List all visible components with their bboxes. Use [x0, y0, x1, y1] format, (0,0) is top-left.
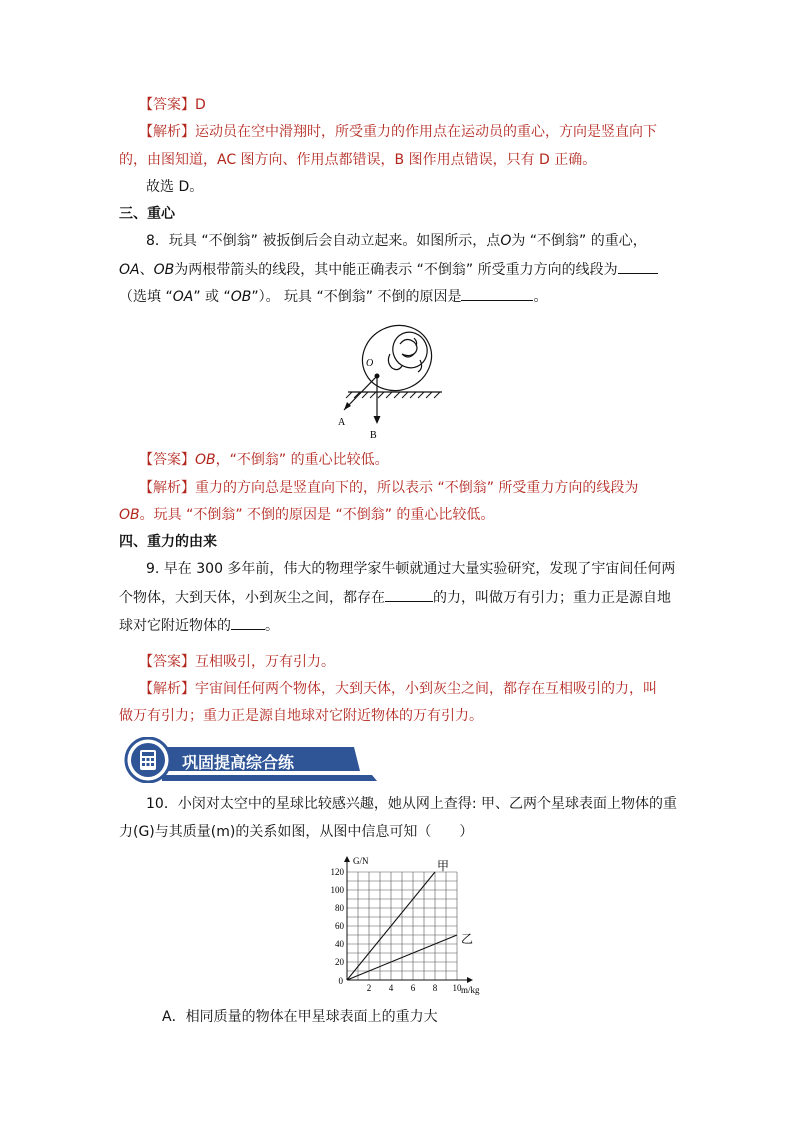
answer-text: D — [195, 97, 206, 113]
answer-blank[interactable] — [231, 615, 265, 630]
x-tick-label: 10 — [452, 983, 462, 993]
segment-oa-label: OA — [119, 262, 140, 278]
q9-answer — [139, 652, 335, 672]
q9-stem-line3 — [119, 615, 279, 636]
q8-stem-line2 — [119, 259, 658, 280]
banner-underline — [162, 775, 377, 781]
origin-label: 0 — [338, 976, 343, 986]
q10-stem-line2: 力(G)与其质量(m)的关系如图，从图中信息可知（ ） — [119, 824, 474, 840]
section-title: 四、重力的由来 — [119, 534, 217, 550]
answer-blank[interactable] — [618, 259, 658, 274]
segment-ob-label: OB — [230, 289, 252, 305]
q8-stem-text: 为 “不倒翁” 的重心， — [511, 233, 647, 249]
y-axis-arrow — [344, 856, 350, 862]
banner-title: 巩固提高综合练 — [182, 753, 295, 772]
x-tick-label: 8 — [432, 983, 438, 993]
q7-analysis-line1 — [139, 122, 657, 142]
x-tick-label: 2 — [366, 983, 372, 993]
answer-blank[interactable] — [461, 286, 533, 301]
q9-stem-text: 的力，叫做万有引力；重力正是源自地 — [433, 590, 671, 606]
answer-tag: 【答案】 — [139, 97, 195, 113]
label-o: O — [366, 358, 374, 369]
calculator-icon — [140, 750, 156, 770]
q8-stem-text: 8．玩具 “不倒翁” 被扳倒后会自动立起来。如图所示，点 — [146, 233, 501, 249]
y-tick-label: 20 — [335, 957, 344, 967]
analysis-text: 运动员在空中滑翔时，所受重力的作用点在运动员的重心，方向是竖直向下 — [195, 124, 657, 140]
option-a[interactable]: A．相同质量的物体在甲星球表面上的重力大 — [162, 1009, 438, 1025]
label-b: B — [370, 430, 377, 441]
separator: 、 — [139, 262, 154, 278]
q9-stem-end: 。 — [265, 618, 279, 634]
series-label: 乙 — [461, 932, 474, 946]
q7-answer — [139, 95, 206, 115]
y-tick-label: 120 — [330, 867, 344, 877]
q8-stem-end: 。 — [533, 289, 548, 305]
q9-stem-text: 个物体，大到天体，小到灰尘之间，都存在 — [119, 590, 385, 606]
q9-analysis-line2: 做万有引力；重力正是源自地球对它附近物体的万有引力。 — [119, 708, 483, 724]
q8-stem-text: ” 或 “ — [193, 289, 231, 305]
q8-stem-line1 — [146, 231, 647, 251]
q8-stem-text: 为两根带箭头的线段，其中能正确表示 “不倒翁” 所受重力方向的线段为 — [174, 262, 618, 278]
answer-tag: 【答案】 — [139, 654, 195, 670]
q9-stem-line1: 9. 早在 300 多年前，伟大的物理学家牛顿就通过大量实验研究，发现了宇宙间任何两 — [146, 561, 676, 577]
y-tick-label: 60 — [335, 921, 344, 931]
q8-stem-text: ”）。 玩具 “不倒翁” 不倒的原因是 — [251, 289, 462, 305]
analysis-ob: OB — [119, 507, 140, 523]
x-tick-label: 4 — [388, 983, 394, 993]
q8-analysis-line2 — [119, 505, 494, 525]
analysis-tag: 【解析】 — [139, 681, 195, 697]
answer-text: 互相吸引，万有引力。 — [195, 654, 335, 670]
point-o-label: O — [500, 233, 512, 249]
y-tick-label: 40 — [335, 939, 344, 949]
answer-tag: 【答案】 — [139, 452, 195, 468]
arrow-ob-head — [374, 416, 381, 424]
answer-text: ，“不倒翁” 的重心比较低。 — [215, 452, 389, 468]
q7-conclusion: 故选 D。 — [146, 179, 204, 195]
section-title: 三、重心 — [119, 206, 175, 222]
analysis-text: 重力的方向总是竖直向下的，所以表示 “不倒翁” 所受重力方向的线段为 — [195, 480, 639, 496]
x-tick-label: 6 — [410, 983, 416, 993]
analysis-tag: 【解析】 — [139, 480, 195, 496]
q9-stem-line2 — [119, 587, 671, 608]
q8-stem-line3 — [119, 286, 547, 307]
answer-ob: OB — [195, 452, 216, 468]
q7-analysis-line2: 的，由图知道，AC 图方向、作用点都错误，B 图作用点错误，只有 D 正确。 — [119, 152, 597, 168]
answer-blank[interactable] — [385, 587, 433, 602]
analysis-text: 。玩具 “不倒翁” 不倒的原因是 “不倒翁” 的重心比较低。 — [139, 507, 495, 523]
q10-stem-line1: 10．小闵对太空中的星球比较感兴趣，她从网上查得: 甲、乙两个星球表面上物体的重 — [146, 796, 677, 812]
x-axis-label: m/kg — [461, 985, 480, 995]
series-label: 甲 — [437, 859, 450, 873]
x-axis-arrow — [467, 977, 473, 983]
analysis-tag: 【解析】 — [139, 124, 195, 140]
gravity-mass-chart — [325, 852, 500, 1000]
q8-answer — [139, 450, 389, 470]
y-tick-label: 80 — [335, 903, 344, 913]
q8-stem-text: （选填 “ — [119, 289, 173, 305]
analysis-text: 宇宙间任何两个物体，大到天体，小到灰尘之间，都存在互相吸引的力，叫 — [195, 681, 657, 697]
y-axis-label: G/N — [353, 856, 369, 866]
segment-ob-label: OB — [153, 262, 175, 278]
q9-analysis-line1 — [139, 679, 657, 699]
tumbler-head — [387, 327, 433, 374]
y-tick-label: 100 — [330, 885, 344, 895]
q9-stem-text: 球对它附近物体的 — [119, 618, 231, 634]
tumbler-face — [400, 338, 417, 357]
segment-oa-label: OA — [172, 289, 194, 305]
label-a: A — [338, 417, 346, 428]
q8-analysis-line1 — [139, 478, 638, 498]
tumbler-figure — [330, 318, 460, 444]
